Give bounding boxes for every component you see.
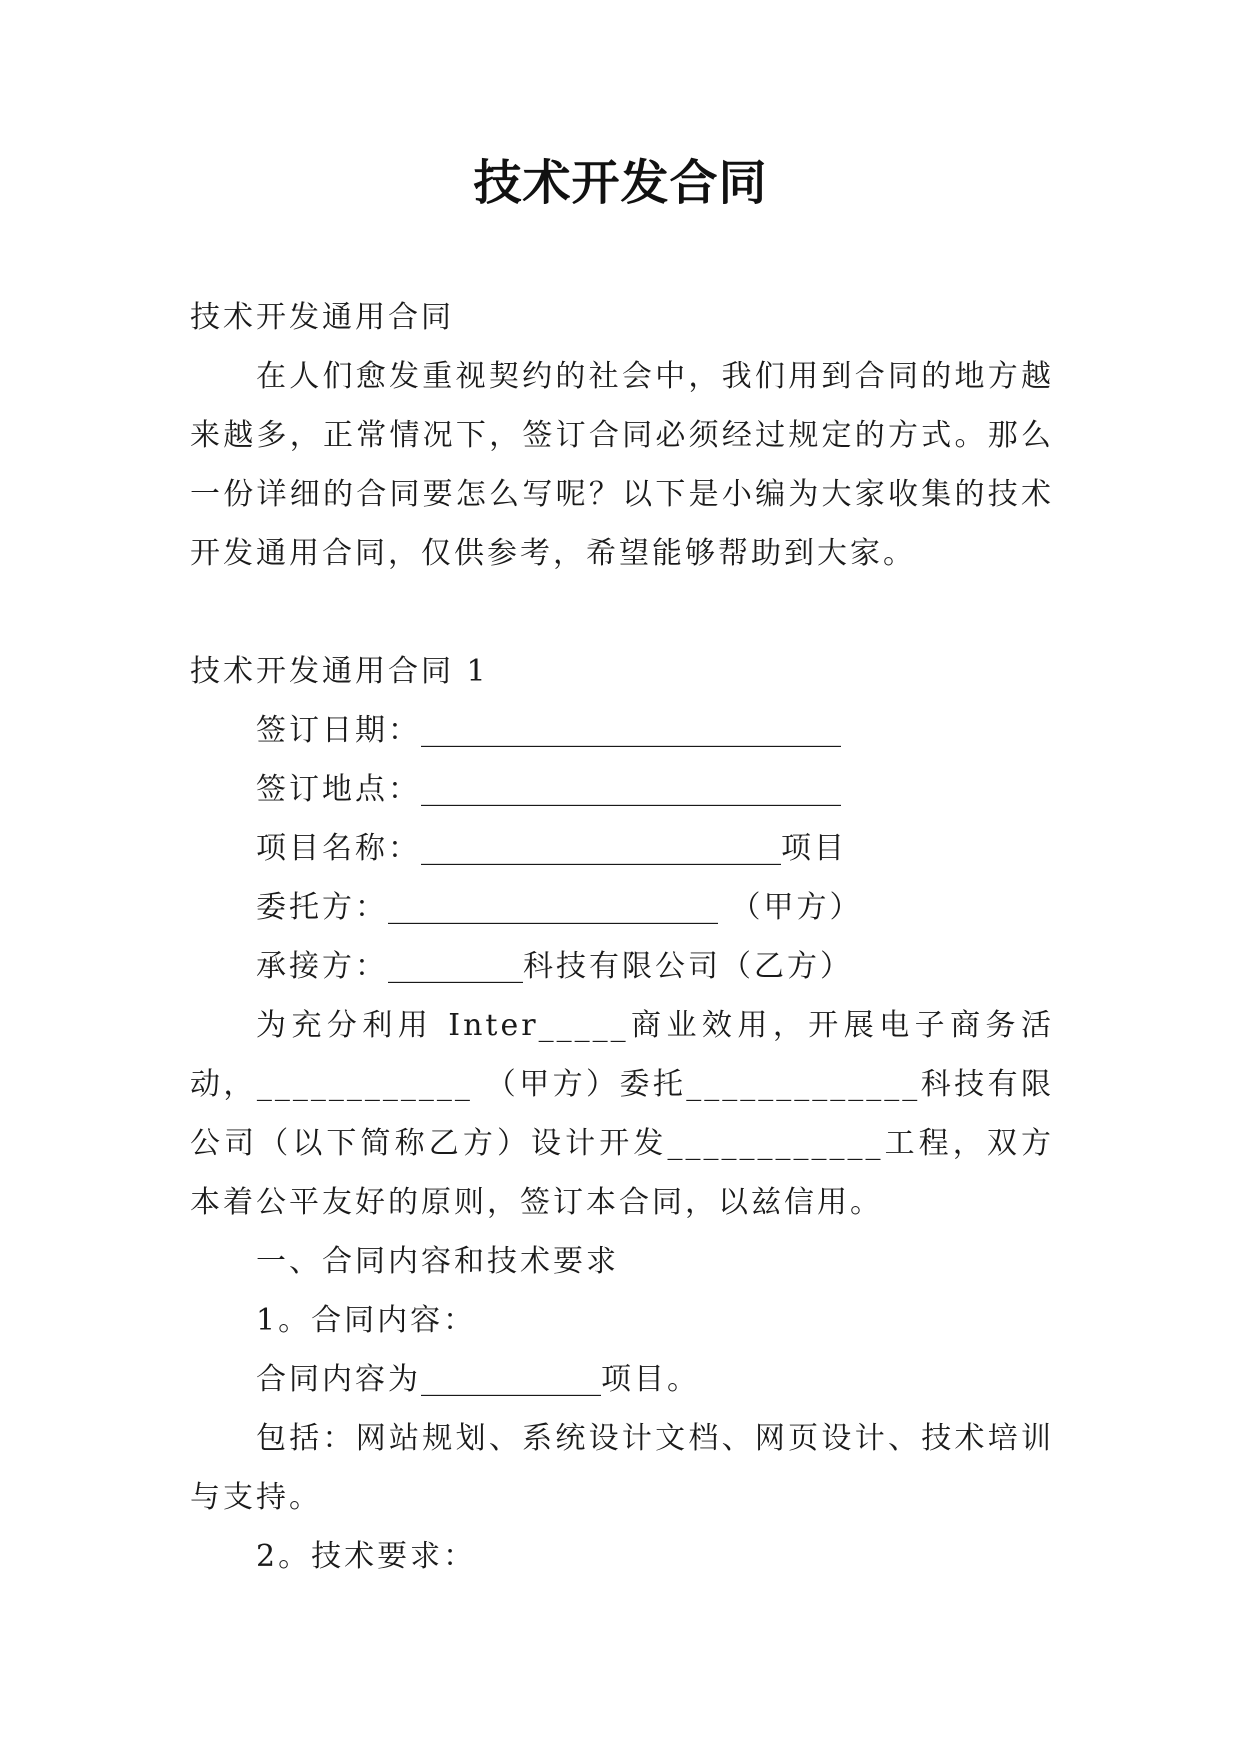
item-1-heading: 一、合同内容和技术要求: [256, 1244, 619, 1279]
client-blank: ______________________: [388, 890, 718, 925]
sign-place-label: 签订地点：: [256, 772, 421, 807]
sign-date-label: 签订日期：: [256, 713, 421, 748]
document-title: 技术开发合同: [473, 155, 768, 211]
client-suffix: （甲方）: [718, 890, 863, 925]
contractor-label: 承接方：: [256, 949, 388, 984]
content-prefix: 合同内容为: [256, 1362, 421, 1397]
sign-place-blank: ____________________________: [421, 772, 841, 807]
content-blank: ____________: [421, 1362, 601, 1397]
project-name-line: [190, 819, 1054, 878]
sign-date-line: [190, 701, 1054, 760]
sign-place-line: [190, 760, 1054, 819]
spacer: [190, 583, 1054, 642]
contractor-line: [190, 937, 1054, 996]
includes-paragraph: 包括：网站规划、系统设计文档、网页设计、技术培训与支持。: [190, 1421, 1054, 1515]
sign-date-blank: ____________________________: [421, 713, 841, 748]
item-1-1-heading: 1。合同内容：: [256, 1303, 477, 1338]
section-heading: 技术开发通用合同 1: [190, 654, 489, 689]
contractor-blank: _________: [388, 949, 523, 984]
contractor-suffix: 科技有限公司（乙方）: [523, 949, 853, 984]
content-line: [190, 1350, 1054, 1409]
client-label: 委托方：: [256, 890, 388, 925]
client-line: [190, 878, 1054, 937]
project-name-suffix: 项目: [781, 831, 847, 866]
project-name-label: 项目名称：: [256, 831, 421, 866]
item-1-2-heading: 2。技术要求：: [256, 1539, 477, 1574]
content-suffix: 项目。: [601, 1362, 700, 1397]
intro-paragraph: 在人们愈发重视契约的社会中，我们用到合同的地方越来越多，正常情况下，签订合同必须经过规定的方式。那么一份详细的合同要怎么写呢？以下是小编为大家收集的技术开发通用合同，仅供参考，希望能够帮助到大家。: [190, 359, 1054, 571]
project-name-blank: ________________________: [421, 831, 781, 866]
subtitle: 技术开发通用合同: [190, 300, 454, 335]
document-body: [190, 288, 1054, 1586]
purpose-paragraph: 为充分利用 Inter_____商业效用，开展电子商务活动，____________ （甲方）委托_____________科技有限公司（以下简称乙方）设计开发____________工程，双方本着公平友好的原则，签订本合同，以兹信用。: [190, 1008, 1054, 1220]
